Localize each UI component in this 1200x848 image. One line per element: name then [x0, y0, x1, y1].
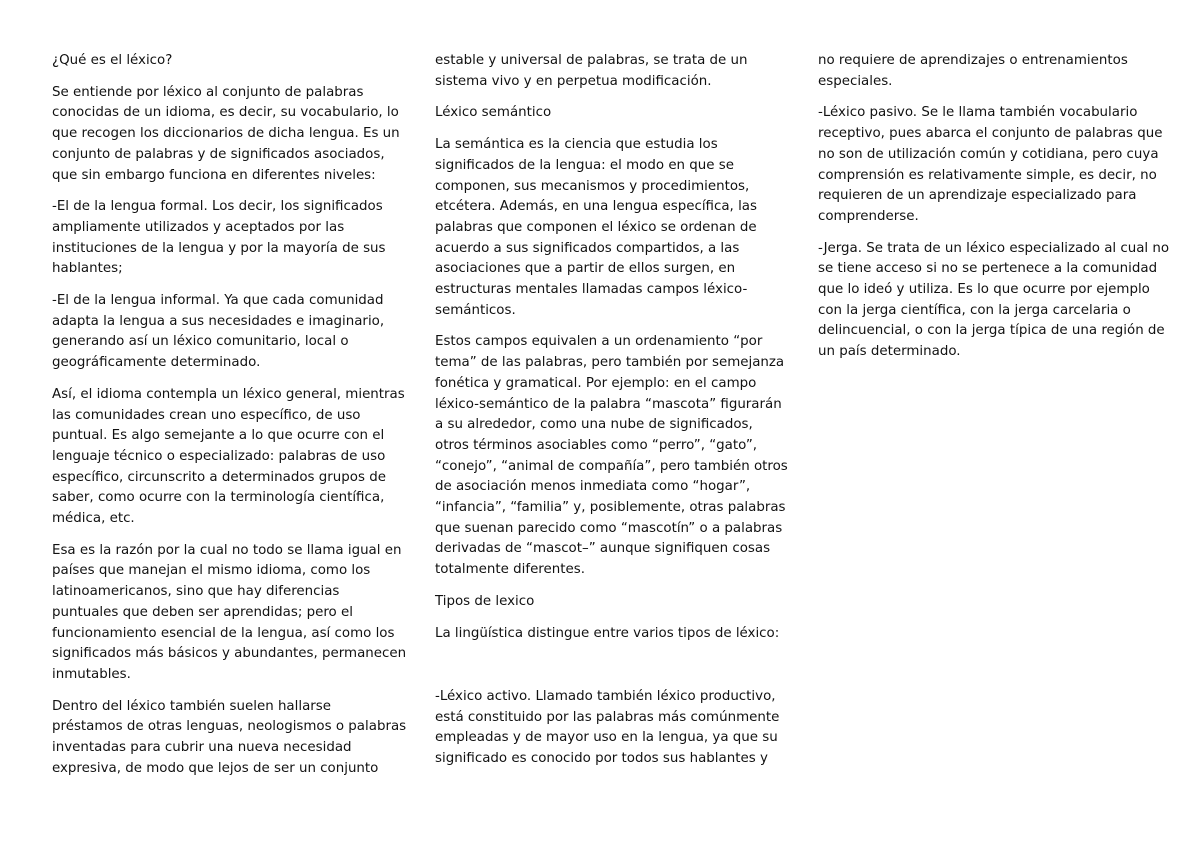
paragraph	[818, 239, 1170, 363]
text-line: Se entiende por léxico al conjunto de palabras	[52, 84, 364, 100]
text-line: puntuales que deben ser aprendidas; pero el	[52, 604, 353, 620]
paragraph	[818, 51, 1158, 92]
text-line: generando así un léxico comunitario, local o	[52, 334, 349, 350]
paragraph	[52, 697, 407, 780]
text-line: sistema vivo y en perpetua modificación.	[435, 73, 712, 89]
text-line: acuerdo a sus significados compartidos, a las	[435, 240, 740, 256]
text-line: países que manejan el mismo idioma, como los	[52, 563, 371, 579]
text-line: está constituido por las palabras más comúnmente	[435, 709, 780, 725]
paragraph	[818, 103, 1163, 227]
text-line: lenguaje técnico o especializado: palabras de uso	[52, 448, 386, 464]
paragraph	[435, 592, 775, 613]
paragraph	[435, 655, 775, 676]
text-line: que suenan parecido como “mascotín” o a palabras	[435, 520, 783, 536]
text-line: Estos campos equivalen a un ordenamiento “por	[435, 334, 763, 350]
text-line: geográficamente determinado.	[52, 355, 261, 371]
text-line: significado es conocido por todos sus hablantes y	[435, 751, 768, 767]
text-line: asociaciones que a partir de ellos surgen, en	[435, 261, 736, 277]
text-line: “infancia”, “familia” y, posiblemente, otras palabras	[435, 500, 786, 516]
text-line: de asociación menos inmediata como “hogar”,	[435, 479, 751, 495]
paragraph	[52, 197, 392, 280]
text-line: estructuras mentales llamadas campos léxico-	[435, 282, 748, 298]
text-line: Esa es la razón por la cual no todo se llama igual en	[52, 542, 402, 558]
text-line: -Léxico activo. Llamado también léxico productivo,	[435, 688, 776, 704]
text-line: no requiere de aprendizajes o entrenamientos	[818, 53, 1128, 68]
text-line: “conejo”, “animal de compañía”, pero también otros	[435, 458, 788, 474]
text-line: que recogen los diccionarios de dicha lengua. Es un	[52, 126, 400, 142]
text-line: estable y universal de palabras, se trata de un	[435, 53, 748, 68]
text-column-3	[818, 51, 1170, 374]
text-line: comprenderse.	[818, 208, 919, 224]
text-line: con la jerga científica, con la jerga carcelaria o	[818, 302, 1131, 318]
paragraph	[435, 51, 775, 92]
text-line: que lo ideó y utiliza. Es lo que ocurre por ejemplo	[818, 282, 1150, 298]
text-line: un país determinado.	[818, 344, 961, 360]
text-line: -Léxico pasivo. Se le llama también vocabulario	[818, 105, 1138, 121]
paragraph	[52, 291, 392, 374]
text-line: fonética y gramatical. Por ejemplo: en el campo	[435, 375, 757, 391]
text-line: significados de la lengua: el modo en que se	[435, 157, 734, 173]
paragraph	[435, 103, 775, 124]
text-line: comprensión es relativamente simple, es decir, no	[818, 167, 1157, 183]
paragraph	[52, 541, 407, 686]
text-line: hablantes;	[52, 261, 123, 277]
text-line: inmutables.	[52, 666, 131, 682]
text-line: -El de la lengua formal. Los decir, los significados	[52, 199, 383, 215]
text-column-1	[52, 51, 407, 791]
text-line: médica, etc.	[52, 511, 135, 527]
text-line: específico, circunscrito a determinados grupos de	[52, 469, 386, 485]
text-line: Léxico semántico	[435, 105, 552, 121]
text-line: requieren de un aprendizaje especializado para	[818, 188, 1137, 204]
text-line: se tiene acceso si no se pertenece a la comunidad	[818, 261, 1158, 277]
paragraph	[435, 135, 775, 321]
text-line: Tipos de lexico	[435, 593, 535, 609]
text-line: derivadas de “mascot–” aunque signifiquen cosas	[435, 541, 771, 557]
text-line: puntual. Es algo semejante a lo que ocurre con el	[52, 428, 385, 444]
text-line: Dentro del léxico también suelen hallarse	[52, 698, 332, 714]
paragraph	[52, 83, 400, 187]
paragraph	[435, 332, 788, 580]
paragraph	[52, 385, 405, 530]
text-line: componen, sus mecanismos y procedimientos,	[435, 178, 750, 194]
text-line: ampliamente utilizados y aceptados por las	[52, 219, 345, 235]
paragraph	[52, 51, 392, 72]
text-line: inventadas para cubrir una nueva necesidad	[52, 740, 352, 756]
text-line: -Jerga. Se trata de un léxico especializado al cual no	[818, 240, 1170, 256]
text-line: funcionamiento esencial de la lengua, así como los	[52, 625, 395, 641]
text-line: expresiva, de modo que lejos de ser un conjunto	[52, 760, 379, 776]
paragraph	[435, 624, 780, 645]
text-line: conjunto de palabras y de significados asociados,	[52, 146, 385, 162]
text-line: especiales.	[818, 73, 893, 89]
text-line: no son de utilización común y cotidiana, pero cuya	[818, 146, 1159, 162]
text-line: receptivo, pues abarca el conjunto de palabras que	[818, 126, 1163, 142]
text-line: La lingüística distingue entre varios tipos de léxico:	[435, 625, 780, 641]
text-line: léxico-semántico de la palabra “mascota” figurarán	[435, 396, 782, 412]
text-line: conocidas de un idioma, es decir, su vocabulario, lo	[52, 105, 399, 121]
text-line: -El de la lengua informal. Ya que cada comunidad	[52, 293, 384, 309]
text-line: instituciones de la lengua y por la mayoría de sus	[52, 240, 386, 256]
text-line: etcétera. Además, en una lengua específica, las	[435, 199, 757, 215]
text-line: latinoamericanos, sino que hay diferencias	[52, 584, 340, 600]
text-line: ¿Qué es el léxico?	[52, 53, 173, 68]
text-line: Así, el idioma contempla un léxico general, mientras	[52, 386, 405, 402]
text-line: saber, como ocurre con la terminología científica,	[52, 490, 385, 506]
text-line: que sin embargo funciona en diferentes niveles:	[52, 167, 376, 183]
text-column-2	[435, 51, 788, 781]
text-line: palabras que componen el léxico se ordenan de	[435, 219, 757, 235]
text-line: préstamos de otras lenguas, neologismos o palabras	[52, 719, 407, 735]
text-line: a su alrededor, como una nube de significados,	[435, 417, 753, 433]
text-line: adapta la lengua a sus necesidades e imaginario,	[52, 313, 385, 329]
text-line: otros términos asociables como “perro”, “gato”,	[435, 437, 758, 453]
text-line: tema” de las palabras, pero también por semejanza	[435, 355, 785, 371]
text-line: significados más básicos y abundantes, permanecen	[52, 646, 407, 662]
text-line: La semántica es la ciencia que estudia los	[435, 137, 718, 153]
text-line: delincuencial, o con la jerga típica de una región de	[818, 323, 1165, 339]
text-line: semánticos.	[435, 302, 516, 318]
text-line: totalmente diferentes.	[435, 562, 585, 578]
text-line: empleadas y de mayor uso en la lengua, ya que su	[435, 730, 778, 746]
paragraph	[435, 687, 780, 770]
text-line: las comunidades crean uno específico, de uso	[52, 407, 361, 423]
